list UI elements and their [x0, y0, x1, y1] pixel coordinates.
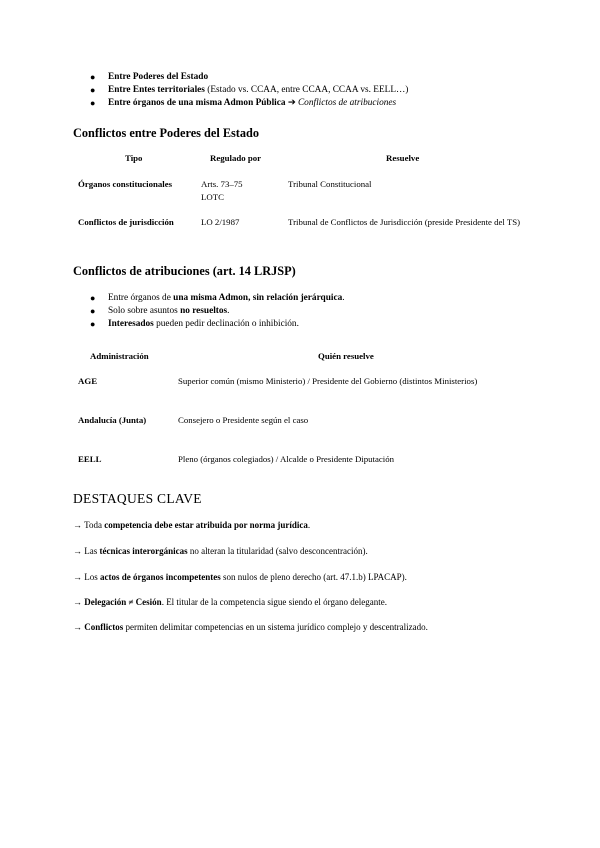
destaque-bold-text: Delegación ≠ Cesión: [84, 597, 162, 607]
arrow-icon: ➔: [285, 98, 298, 108]
intro-bullet-poderes: [90, 71, 408, 84]
bullet-icon: ●: [90, 306, 96, 316]
table-cell-tipo: Órganos constitucionales: [78, 179, 173, 189]
bullet-icon: ●: [90, 72, 96, 82]
regulado-line-1: Arts. 73–75: [201, 179, 243, 189]
atribuciones-bullet-list: [90, 292, 345, 331]
destaque-bold-text: actos de órganos incompetentes: [100, 572, 221, 582]
table-cell-tipo: Conflictos de jurisdicción: [78, 217, 174, 227]
bullet-text: (Estado vs. CCAA, entre CCAA, CCAA vs. EELL…): [204, 85, 409, 95]
table-cell-quien: Pleno (órganos colegiados) / Alcalde o Presidente Diputación: [178, 454, 395, 464]
destaque-bold-text: Conflictos: [84, 622, 124, 632]
destaque-item: [73, 546, 368, 556]
intro-bullet-organos: [90, 97, 408, 110]
section-title-poderes: Conflictos entre Poderes del Estado: [73, 126, 260, 140]
destaque-text: son nulos de pleno derecho (art. 47.1.b) LPACAP).: [220, 572, 407, 582]
list-item: [90, 318, 345, 331]
destaque-text: .: [307, 520, 311, 530]
bullet-text: .: [342, 293, 345, 303]
destaque-item: [73, 597, 387, 607]
regulado-line-2: LOTC: [201, 191, 224, 202]
bullet-icon: ●: [90, 293, 96, 303]
bullet-bold-text: Interesados: [108, 319, 154, 329]
arrow-icon: →: [73, 520, 82, 530]
header-regulado: Regulado por: [210, 153, 262, 163]
destaque-text: no alteran la titularidad (salvo desconcentración).: [187, 546, 368, 556]
destaque-text: . El titular de la competencia sigue siendo el órgano delegante.: [161, 597, 387, 607]
list-item: [90, 292, 345, 305]
destaque-text: Los: [82, 572, 100, 582]
bullet-icon: ●: [90, 319, 96, 329]
bullet-text: Solo sobre asuntos: [108, 306, 181, 316]
destaque-item: [73, 520, 310, 530]
intro-bullet-list: [90, 71, 408, 110]
table-cell-resuelve: Tribunal de Conflictos de Jurisdicción (preside Presidente del TS): [288, 217, 521, 227]
intro-bullet-entes: [90, 84, 408, 97]
table-cell-quien: Consejero o Presidente según el caso: [178, 415, 309, 425]
bullet-bold-text: no resueltos: [180, 306, 228, 316]
header-administracion: Administración: [90, 351, 149, 361]
header-tipo: Tipo: [125, 153, 143, 163]
destaque-text: Las: [82, 546, 100, 556]
bullet-bold-text: Entre órganos de una misma Admon Pública: [108, 98, 286, 108]
bullet-text: pueden pedir declinación o inhibición.: [153, 319, 299, 329]
bullet-icon: ●: [90, 85, 96, 95]
header-resuelve: Resuelve: [386, 153, 420, 163]
arrow-icon: →: [73, 622, 82, 632]
bullet-italic-text: Conflictos de atribuciones: [297, 98, 397, 108]
table-cell-resuelve: Tribunal Constitucional: [288, 179, 372, 189]
destaque-bold-text: competencia debe estar atribuida por norma jurídica: [104, 520, 308, 530]
bullet-icon: ●: [90, 98, 96, 108]
bullet-text: Entre órganos de: [108, 293, 174, 303]
destaque-text: Toda: [82, 520, 105, 530]
list-item: [90, 305, 345, 318]
destaque-text: permiten delimitar competencias en un sistema jurídico complejo y descentralizado.: [123, 622, 428, 632]
bullet-bold-text: Entre Entes territoriales: [108, 85, 205, 95]
arrow-icon: →: [73, 546, 82, 556]
table-cell-admin: Andalucía (Junta): [78, 415, 147, 425]
bullet-bold-text: Entre Poderes del Estado: [108, 72, 209, 82]
table-cell-regulado: [201, 178, 243, 203]
arrow-icon: →: [73, 597, 82, 607]
destaque-item: [73, 622, 428, 632]
table-cell-admin: AGE: [78, 376, 98, 386]
bullet-bold-text: una misma Admon, sin relación jerárquica: [173, 293, 343, 303]
bullet-text: .: [227, 306, 230, 316]
section-title-destaques: DESTAQUES CLAVE: [73, 491, 202, 506]
table-cell-admin: EELL: [78, 454, 102, 464]
arrow-icon: →: [73, 572, 82, 582]
section-title-atribuciones: Conflictos de atribuciones (art. 14 LRJSP): [73, 264, 296, 278]
destaque-item: [73, 572, 407, 582]
destaque-bold-text: técnicas interorgánicas: [99, 546, 188, 556]
table-cell-regulado: LO 2/1987: [201, 217, 240, 227]
header-quien-resuelve: Quién resuelve: [318, 351, 374, 361]
table-cell-quien: Superior común (mismo Ministerio) / Presidente del Gobierno (distintos Ministerios): [178, 376, 478, 386]
